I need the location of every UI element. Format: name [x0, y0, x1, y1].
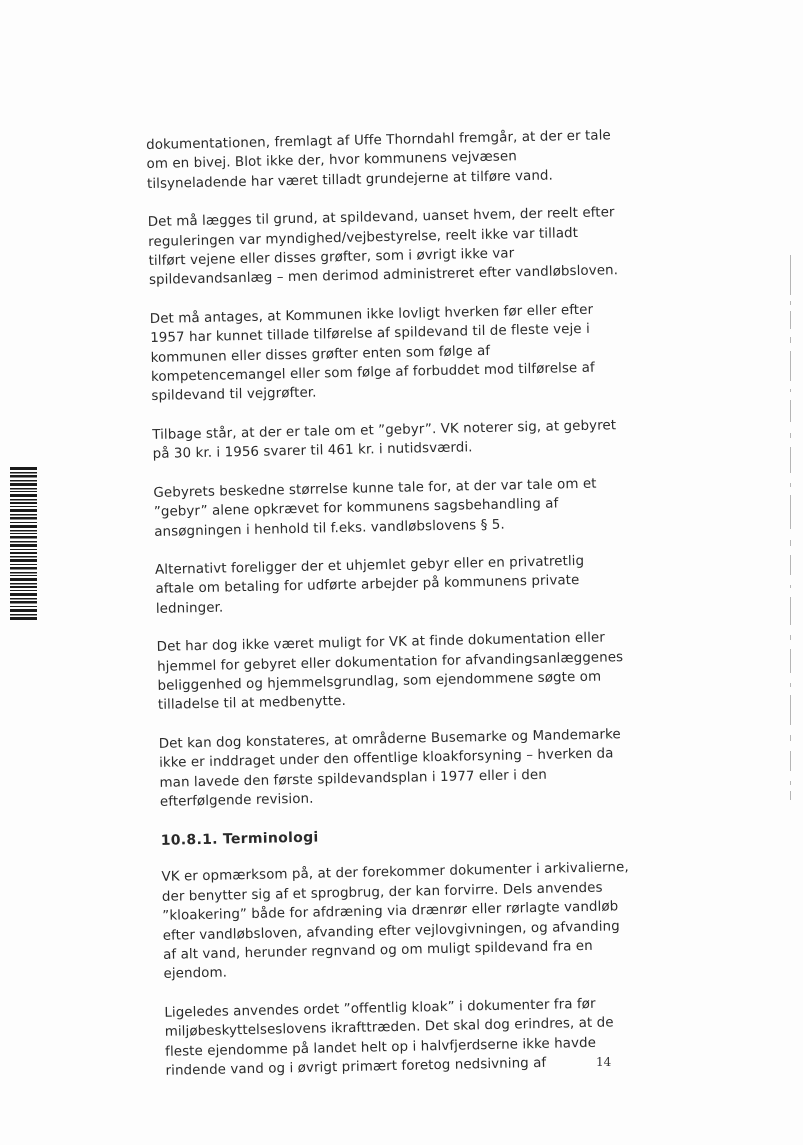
paragraph: Det må antages, at Kommunen ikke lovligt hverken før eller efter 1957 har kunnet tillade tilførelse af spildevand til de fleste veje i kommunen eller disses grøfter enten som følge af kompetencemangel eller som følge af forbuddet mod tilførelse af spildevand til vejgrøfter. [149, 302, 595, 405]
paragraph: Det må lægges til grund, at spildevand, uanset hvem, der reelt efter reguleringen var myndighed/vejbestyrelse, reelt ikke var tilladt tilført vejene eller disses grøfter, som i øvrigt ikke var spildevandsanlæg – men derimod administreret efter vandløbsloven. [147, 205, 619, 289]
paragraph: Det har dog ikke været muligt for VK at finde dokumentation eller hjemmel for gebyret eller dokumentation for afvandingsanlæggenes beliggenhed og hjemmelsgrundlag, som ejendommene søgte om tilladelse til at medbenytte. [156, 630, 624, 714]
document-body [146, 126, 636, 1100]
page-number: 14 [596, 1055, 612, 1069]
paragraph: VK er opmærksom på, at der forekommer dokumenter i arkivalierne, der benytter sig af et sprogbrug, der kan forvirre. Dels anvendes ”kloakering” både for afdræning via drænrør eller rørlagte vandløb efter vandløbsloven, afvanding efter vejlovgivningen, og afvanding af alt vand, herunder regnvand og om muligt spildevand fra en ejendom. [161, 860, 629, 983]
paragraph: dokumentationen, fremlagt af Uffe Thorndahl fremgår, at der er tale om en bivej. Blot ikke der, hvor kommunens vejvæsen tilsyneladende har været tilladt grundejerne at tilføre vand. [146, 128, 611, 192]
paragraph: Alternativt foreligger der et uhjemlet gebyr eller en privatretlig aftale om betaling for udførte arbejder på kommunens private ledninger. [154, 553, 585, 617]
barcode-icon [10, 467, 37, 622]
paragraph: Det kan dog konstateres, at områderne Busemarke og Mandemarke ikke er inddraget under den offentlige kloakforsyning – hverken da man lavede den første spildevandsplan i 1977 eller i den efterfølgende revision. [158, 726, 621, 810]
paragraph: Ligeledes anvendes ordet ”offentlig kloak” i dokumenter fra før miljøbeskyttelseslovens ikrafttræden. Det skal dog erindres, at de fleste ejendomme på landet helt op i halvfjerdserne ikke havde rindende vand og i øvrigt primært foretog nedsivning af [164, 996, 614, 1079]
paragraph: Tilbage står, at der er tale om et ”gebyr”. VK noterer sig, at gebyret på 30 kr. i 1956 svarer til 461 kr. i nutidsværdi. [152, 418, 617, 463]
paragraph: Gebyrets beskedne størrelse kunne tale for, at der var tale om et ”gebyr” alene opkrævet for kommunens sagsbehandling af ansøgningen i henhold til f.eks. vandløbslovens § 5. [153, 476, 597, 540]
section-heading: 10.8.1. Terminologi [160, 829, 319, 850]
scan-margin-mark [788, 255, 794, 800]
